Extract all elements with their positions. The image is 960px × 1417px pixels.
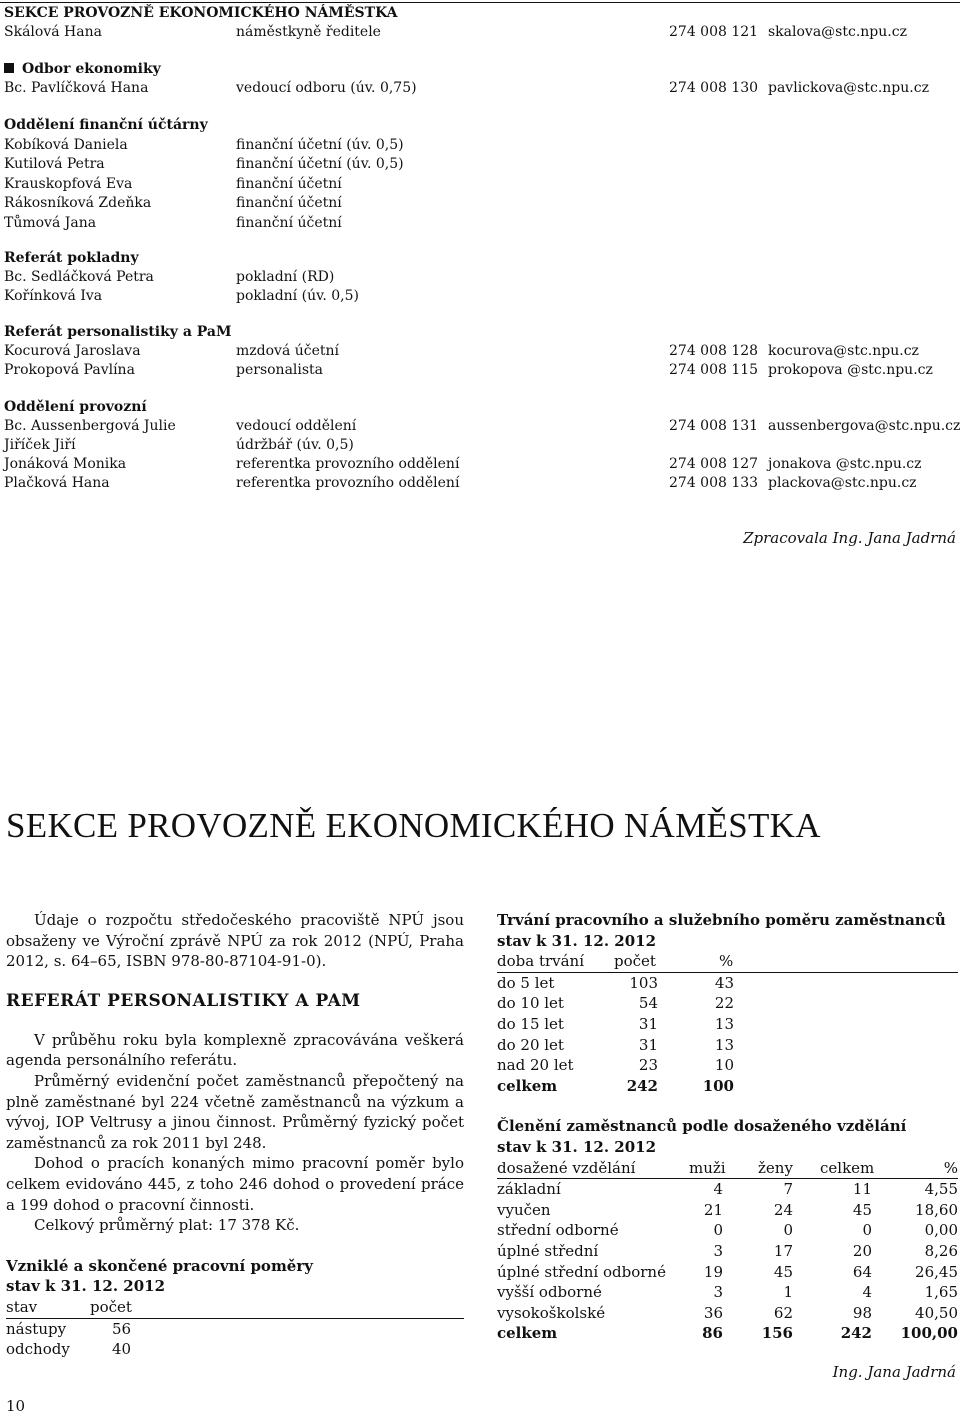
dept-economy-title: Odbor ekonomiky: [22, 61, 161, 77]
table-cell: 43: [714, 973, 734, 992]
directory-signature: Zpracovala Ing. Jana Jadrná: [743, 529, 956, 547]
person-name: Kobíková Daniela: [4, 136, 128, 153]
table-row: [497, 1014, 958, 1035]
table-header: %: [719, 952, 734, 971]
person-phone: 274 008 131: [669, 418, 759, 434]
table-cell: 21: [703, 1200, 723, 1219]
person-name: Kocurová Jaroslava: [4, 343, 141, 359]
person-name: Kutilová Petra: [4, 156, 105, 172]
table-cell: střední odborné: [497, 1221, 619, 1240]
table-cell: 56: [112, 1319, 132, 1338]
table-cell: 54: [638, 994, 658, 1013]
person-phone: 274 008 115: [669, 362, 759, 378]
table-row: [497, 1241, 958, 1262]
table-row: [497, 1179, 958, 1200]
section-title: Oddělení provozní: [4, 399, 147, 415]
person-role: pokladní (úv. 0,5): [236, 288, 359, 304]
person-name: Kořínková Iva: [4, 288, 103, 304]
table-cell: 11: [852, 1180, 872, 1199]
table-cell: 18,60: [915, 1200, 958, 1219]
table-cell: 1,65: [924, 1283, 958, 1302]
table-cell: 45: [852, 1200, 872, 1219]
table-cell: 40,50: [915, 1303, 958, 1322]
body-paragraph: Celkový průměrný plat: 17 378 Kč.: [34, 1216, 300, 1235]
person-role: pokladní (RD): [236, 269, 335, 285]
table-cell: 13: [714, 1014, 734, 1033]
person-role: vedoucí oddělení: [236, 418, 357, 434]
person-role: finanční účetní (úv. 0,5): [236, 156, 404, 172]
table-header: ženy: [758, 1158, 793, 1177]
table-cell: 4,55: [924, 1180, 958, 1199]
person-name: Jonáková Monika: [4, 456, 127, 472]
table-header-row: [497, 1158, 958, 1180]
table-subtitle: stav k 31. 12. 2012: [6, 1277, 166, 1296]
table-cell: 19: [703, 1262, 723, 1281]
table-cell: 8,26: [924, 1241, 958, 1260]
table-total-row: [497, 1323, 958, 1344]
person-role: referentka provozního oddělení: [236, 475, 460, 491]
intro-paragraph: [6, 910, 464, 972]
table-cell: 31: [638, 1035, 658, 1054]
person-email: kocurova@stc.npu.cz: [768, 343, 919, 359]
table-cell: 0: [713, 1221, 723, 1240]
table-total-row: [497, 1076, 958, 1097]
table-header: dosažené vzdělání: [497, 1158, 636, 1177]
table-cell: 23: [638, 1056, 658, 1075]
page-number: 10: [6, 1397, 26, 1415]
table-cell: 45: [773, 1262, 793, 1281]
table-cell: 156: [761, 1324, 793, 1343]
square-bullet-icon: [4, 63, 14, 73]
table-row: [497, 1262, 958, 1283]
person-email: skalova@stc.npu.cz: [768, 24, 907, 40]
table-header: muži: [689, 1158, 726, 1177]
table-cell: do 5 let: [497, 973, 555, 992]
table-row: [6, 1319, 464, 1340]
table-cell: odchody: [6, 1340, 70, 1359]
right-column: [497, 910, 958, 1381]
table-cell: 4: [862, 1283, 872, 1302]
table-cell: 1: [783, 1283, 793, 1302]
person-role: finanční účetní: [236, 195, 342, 211]
directory-header-text: SEKCE PROVOZNĚ EKONOMICKÉHO NÁMĚSTKA: [4, 5, 398, 21]
table-header: počet: [614, 952, 656, 971]
table-title: Vzniklé a skončené pracovní poměry: [6, 1256, 313, 1275]
table-cell: 100: [702, 1076, 734, 1095]
changes-table: [6, 1256, 464, 1360]
table-row: [497, 1282, 958, 1303]
person-name: Krauskopfová Eva: [4, 175, 133, 192]
header-rule: [0, 2, 960, 3]
table-cell: 3: [713, 1241, 723, 1260]
table-cell: do 20 let: [497, 1035, 564, 1054]
table-header: stav: [6, 1297, 38, 1316]
education-table: [497, 1116, 958, 1344]
table-cell: 7: [783, 1180, 793, 1199]
person-name: Plačková Hana: [4, 475, 110, 491]
person-email: plackova@stc.npu.cz: [768, 475, 917, 491]
table-cell: 17: [773, 1241, 793, 1260]
article-title: SEKCE PROVOZNĚ EKONOMICKÉHO NÁMĚSTKA: [6, 806, 821, 845]
table-title: Členění zaměstnanců podle dosaženého vzdělání: [497, 1117, 907, 1136]
table-cell: 36: [703, 1303, 723, 1322]
section-heading: REFERÁT PERSONALISTIKY A PAM: [6, 990, 361, 1011]
person-name: Prokopová Pavlína: [4, 362, 135, 378]
table-cell: 64: [852, 1262, 872, 1281]
person-role: referentka provozního oddělení: [236, 456, 460, 472]
person-role: náměstkyně ředitele: [236, 24, 381, 40]
table-row: [497, 1035, 958, 1056]
table-subtitle: stav k 31. 12. 2012: [497, 931, 657, 950]
table-cell: 103: [629, 973, 658, 992]
table-cell: 98: [852, 1303, 872, 1322]
table-cell: 242: [626, 1076, 658, 1095]
table-cell: základní: [497, 1180, 561, 1199]
person-name: Bc. Aussenbergová Julie: [4, 418, 176, 434]
person-name: Tůmová Jana: [4, 214, 97, 231]
person-phone: 274 008 121: [669, 24, 759, 40]
table-header-row: [6, 1297, 464, 1319]
table-cell: 62: [773, 1303, 793, 1322]
table-cell: 13: [714, 1035, 734, 1054]
section-title: Oddělení finanční účtárny: [4, 117, 208, 133]
table-cell: úplné střední odborné: [497, 1262, 666, 1281]
person-name: Bc. Sedláčková Petra: [4, 269, 154, 285]
person-phone: 274 008 127: [669, 456, 759, 472]
table-header: %: [943, 1158, 958, 1177]
table-cell: do 10 let: [497, 994, 564, 1013]
table-cell: vyučen: [497, 1200, 551, 1219]
person-name: Jiříček Jiří: [4, 437, 76, 453]
table-row: [497, 1220, 958, 1241]
person-role: údržbář (úv. 0,5): [236, 437, 354, 453]
table-header: počet: [90, 1297, 132, 1316]
table-cell: 242: [840, 1324, 872, 1343]
table-header: celkem: [820, 1158, 875, 1177]
person-role: mzdová účetní: [236, 343, 340, 359]
table-cell: vysokoškolské: [497, 1303, 606, 1322]
table-row: [497, 1303, 958, 1324]
table-cell: celkem: [497, 1324, 558, 1343]
table-cell: do 15 let: [497, 1014, 564, 1033]
table-cell: 86: [702, 1324, 723, 1343]
table-cell: nad 20 let: [497, 1056, 574, 1075]
person-role: finanční účetní: [236, 175, 342, 192]
person-role: vedoucí odboru (úv. 0,75): [236, 80, 417, 96]
body-paragraph: Dohod o pracích konaných mimo pracovní poměr bylo celkem evidováno 445, z toho 246 dohod o provedení práce a 199 dohod o pracovní činnosti.: [6, 1154, 464, 1214]
table-cell: 3: [713, 1283, 723, 1302]
person-phone: 274 008 130: [669, 80, 759, 96]
person-name: Skálová Hana: [4, 24, 102, 40]
table-cell: 20: [852, 1241, 872, 1260]
table-cell: 10: [714, 1056, 734, 1075]
body-paragraphs: [6, 1030, 464, 1236]
table-row: [497, 993, 958, 1014]
table-subtitle: stav k 31. 12. 2012: [497, 1137, 657, 1156]
body-paragraph: Průměrný evidenční počet zaměstnanců přepočtený na plně zaměstnané byl 224 včetně zaměstnanců na výzkum a vývoj, IOP Veltrusy a jinou činnost. Průměrný fyzický počet zaměstnanců za rok 2011 byl 248.: [6, 1071, 464, 1152]
person-role: finanční účetní: [236, 214, 342, 231]
person-email: aussenbergova@stc.npu.cz: [768, 418, 960, 434]
table-cell: 0,00: [924, 1221, 958, 1240]
person-email: pavlickova@stc.npu.cz: [768, 80, 929, 96]
body-paragraph: V průběhu roku byla komplexně zpracovávána veškerá agenda personálního referátu.: [6, 1030, 464, 1070]
person-role: finanční účetní (úv. 0,5): [236, 136, 404, 153]
section-title: Referát pokladny: [4, 250, 139, 266]
table-title: Trvání pracovního a služebního poměru zaměstnanců: [497, 911, 946, 929]
table-row: [497, 973, 958, 994]
intro-text: Údaje o rozpočtu středočeského pracoviště NPÚ jsou obsaženy ve Výroční zprávě NPÚ za rok 2012 (NPÚ, Praha 2012, s. 64–65, ISBN 978-80-87104-91-0).: [6, 911, 464, 971]
table-header-row: [497, 951, 958, 973]
table-header: doba trvání: [497, 952, 585, 971]
person-name: Bc. Pavlíčková Hana: [4, 80, 149, 96]
table-cell: 31: [638, 1014, 658, 1033]
duration-rows: [497, 973, 958, 1076]
person-email: jonakova @stc.npu.cz: [768, 456, 922, 472]
table-cell: 0: [783, 1221, 793, 1240]
person-role: personalista: [236, 362, 324, 378]
table-cell: 22: [714, 994, 734, 1013]
table-cell: 100,00: [900, 1324, 958, 1343]
table-cell: 4: [713, 1180, 723, 1199]
table-cell: úplné střední: [497, 1241, 599, 1260]
section-title: Referát personalistiky a PaM: [4, 324, 232, 340]
table-row: [6, 1339, 464, 1360]
table-row: [497, 1055, 958, 1076]
table-cell: celkem: [497, 1076, 558, 1095]
education-rows: [497, 1179, 958, 1323]
table-cell: 24: [773, 1200, 793, 1219]
article-signature: Ing. Jana Jadrná: [832, 1363, 956, 1381]
table-cell: 0: [862, 1221, 872, 1240]
table-row: [497, 1200, 958, 1221]
table-cell: nástupy: [6, 1319, 67, 1338]
table-cell: 40: [112, 1340, 132, 1359]
person-phone: 274 008 133: [669, 475, 759, 491]
table-cell: vyšší odborné: [497, 1283, 602, 1302]
duration-table: [497, 910, 958, 1096]
left-column: [6, 910, 464, 1360]
person-name: Rákosníková Zdeňka: [4, 195, 152, 211]
person-email: prokopova @stc.npu.cz: [768, 362, 933, 378]
person-phone: 274 008 128: [669, 343, 759, 359]
table-cell: 26,45: [915, 1262, 958, 1281]
